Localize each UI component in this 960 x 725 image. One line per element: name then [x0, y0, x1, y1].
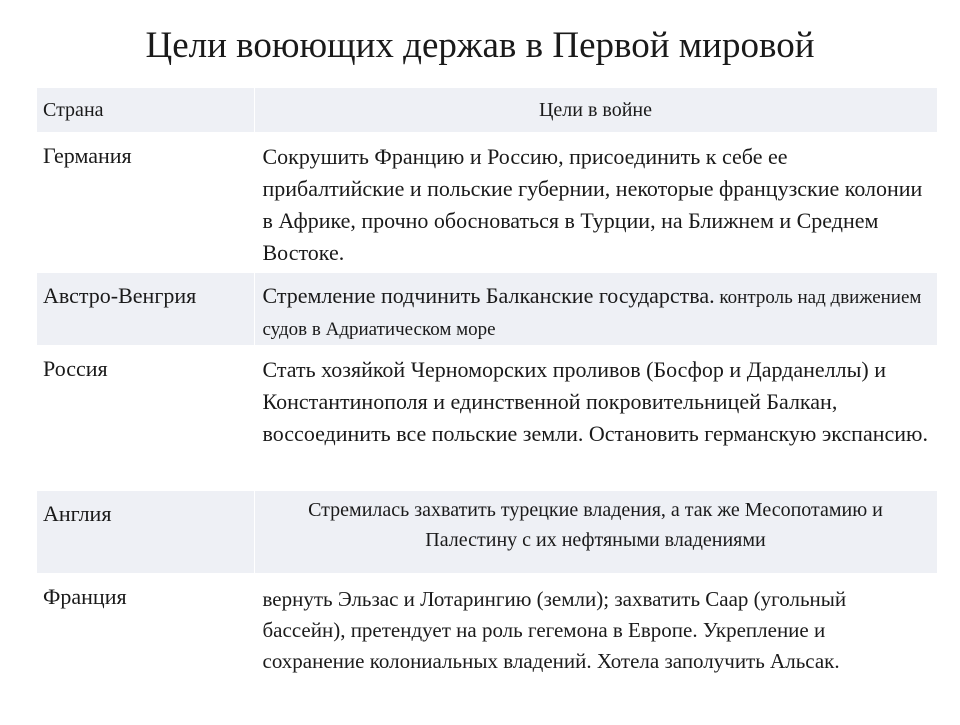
- country-cell: Франция: [37, 574, 254, 725]
- goals-cell: Стремилась захватить турецкие владения, а так же Месопотамию и Палестину с их нефтяными владениями: [254, 491, 937, 574]
- goals-cell: [254, 273, 937, 346]
- goals-main-text: Стремление подчинить Балканские государства.: [262, 283, 715, 308]
- goals-cell: вернуть Эльзас и Лотарингию (земли); захватить Саар (угольный бассейн), претендует на роль гегемона в Европе. Укрепление и сохранение колониальных владений. Хотела заполучить Альсак.: [254, 574, 937, 725]
- header-goals: Цели в войне: [254, 88, 937, 133]
- goals-cell: Стать хозяйкой Черноморских проливов (Босфор и Дарданеллы) и Константинополя и единственной покровительницей Балкан, воссоединить все польские земли. Остановить германскую экспансию.: [254, 346, 937, 491]
- table-row: [37, 133, 937, 273]
- country-cell: Германия: [37, 133, 254, 273]
- goals-cell: Сокрушить Францию и Россию, присоединить к себе ее прибалтийские и польские губернии, некоторые французские колонии в Африке, прочно обосноваться в Турции, на Ближнем и Среднем Востоке.: [254, 133, 937, 273]
- table-row: [37, 273, 937, 346]
- goals-extra-text: контроль над движением судов в Адриатическом море: [262, 287, 922, 340]
- country-cell: Россия: [37, 346, 254, 491]
- country-cell: Австро-Венгрия: [37, 273, 254, 346]
- table-row: [37, 491, 937, 574]
- page-title: Цели воюющих держав в Первой мировой: [145, 25, 815, 66]
- table-row: [37, 346, 937, 491]
- table-row: [37, 574, 937, 725]
- country-cell: Англия: [37, 491, 254, 574]
- header-country: Страна: [37, 88, 254, 133]
- war-goals-table: [37, 88, 938, 725]
- table-header-row: [37, 88, 937, 133]
